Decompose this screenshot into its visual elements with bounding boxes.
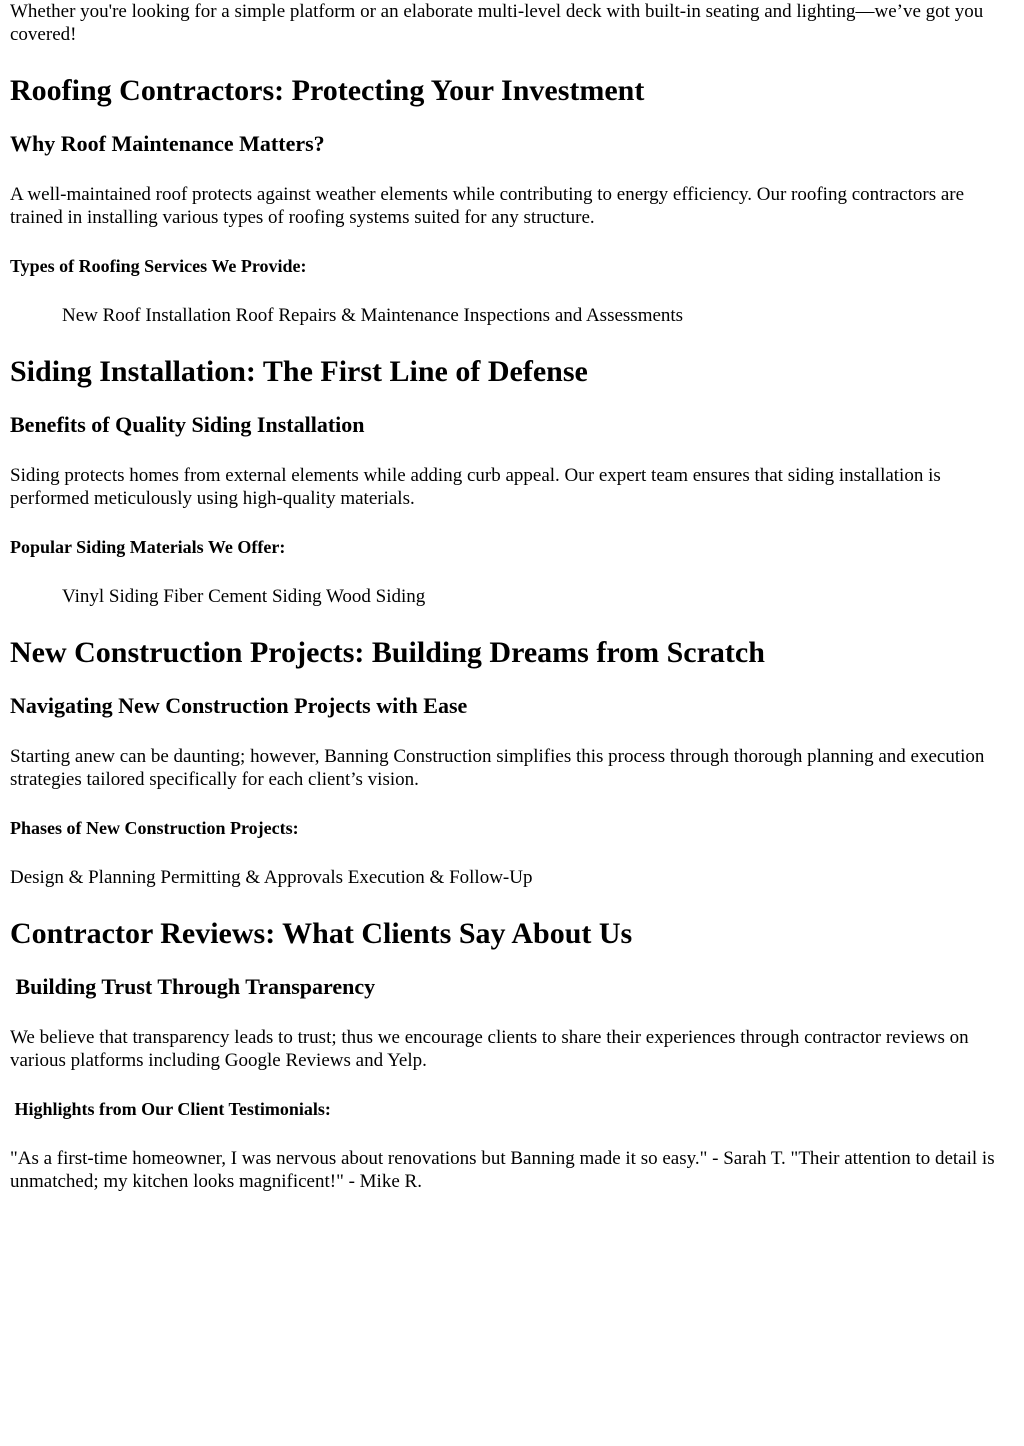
- section-reviews: [10, 916, 1014, 1193]
- section-subtitle: Navigating New Construction Projects with Ease: [10, 693, 468, 718]
- list-title: Highlights from Our Client Testimonials:: [10, 1099, 331, 1119]
- section-title: Siding Installation: The First Line of Defense: [10, 355, 588, 388]
- section-new-construction: [10, 635, 1014, 889]
- list-title: Popular Siding Materials We Offer:: [10, 537, 286, 557]
- intro-paragraph: Whether you're looking for a simple platform or an elaborate multi-level deck with built-in seating and lighting—we’ve got you covered!: [10, 1, 984, 45]
- phases-list: Design & Planning Permitting & Approvals Execution & Follow-Up: [10, 867, 533, 888]
- section-title: Roofing Contractors: Protecting Your Investment: [10, 74, 645, 107]
- section-body: Siding protects homes from external elements while adding curb appeal. Our expert team ensures that siding installation is performed meticulously using high-quality materials.: [10, 465, 941, 509]
- list-title: Types of Roofing Services We Provide:: [10, 256, 307, 276]
- section-body: We believe that transparency leads to trust; thus we encourage clients to share their experiences through contractor reviews on various platforms including Google Reviews and Yelp.: [10, 1027, 969, 1071]
- section-body: Starting anew can be daunting; however, Banning Construction simplifies this process through thorough planning and execution strategies tailored specifically for each client’s vision.: [10, 746, 985, 790]
- section-siding: [10, 354, 1014, 608]
- materials-list: Vinyl Siding Fiber Cement Siding Wood Siding: [62, 586, 426, 607]
- section-title: Contractor Reviews: What Clients Say About Us: [10, 917, 633, 950]
- section-title: New Construction Projects: Building Dreams from Scratch: [10, 636, 765, 669]
- section-roofing: [10, 73, 1014, 327]
- section-subtitle: Benefits of Quality Siding Installation: [10, 412, 365, 437]
- list-title: Phases of New Construction Projects:: [10, 818, 299, 838]
- section-subtitle: Building Trust Through Transparency: [10, 974, 376, 999]
- section-body: A well-maintained roof protects against weather elements while contributing to energy efficiency. Our roofing contractors are trained in installing various types of roofing systems suited for any structure.: [10, 184, 965, 228]
- section-subtitle: Why Roof Maintenance Matters?: [10, 131, 325, 156]
- testimonials-text: "As a first-time homeowner, I was nervous about renovations but Banning made it so easy." - Sarah T. "Their attention to detail is unmatched; my kitchen looks magnificent!" - Mike R.: [10, 1148, 995, 1192]
- service-list: New Roof Installation Roof Repairs & Maintenance Inspections and Assessments: [62, 305, 684, 326]
